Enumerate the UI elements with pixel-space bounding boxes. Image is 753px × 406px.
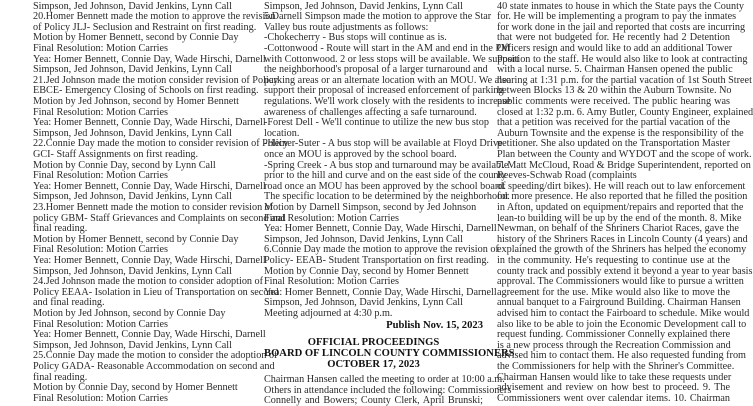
text-line: of speeding/dirt bikes). He will reach out to law enforcement [497,180,746,192]
text-line: 6.Connie Day made the motion to approve the revision of [264,244,499,256]
text-line: Final Resolution: Motion Carries [33,244,168,256]
text-line: Motion by Jed Johnson, second by Homer Bennett [33,95,239,107]
text-line: Yea: Homer Bennett, Connie Day, Wade Hirschi, Darnell [33,180,266,192]
text-line: Yea: Homer Bennett, Connie Day, Wade Hirschi, Darnell [33,53,266,65]
text-line: GCI- Staff Assignments on first reading. [33,148,199,160]
text-line: policy GBM- Staff Grievances and Complaints on second and [33,212,286,224]
text-line: in Afton, updated on equipment/repairs and reported that the [497,201,744,213]
text-line: 7. Matt McCloud, Road & Bridge Superintendent, reported on [497,159,751,171]
text-line: The specific location to be determined by the neighborhood. [264,191,510,203]
text-line: petitioner. She also updated on the Transportation Master [497,138,731,150]
text-line: county track and possibly extend it beyond a year to year basis [497,265,753,277]
text-line: Final Resolution: Motion Carries [33,170,168,182]
text-line: Yea: Homer Bennett, Connie Day, Wade Hirschi, Darnell [264,223,497,235]
text-line: 40 state inmates to house in which the State pays the County [497,0,745,12]
text-line: Motion by Homer Bennett, second by Connie Day [33,32,239,44]
text-line: between Blocks 13 & 20 within the Auburn Townsite. No [497,85,732,97]
text-line: Position to the staff. He would also like to look at contracting [497,53,748,65]
text-line: -Heiner-Suter - A bus stop will be available at Floyd Drive [264,138,503,150]
text-line: explained the growth of the Shriners has helped the economy [497,244,747,256]
text-line: Final Resolution: Motion Carries [264,276,399,288]
text-line: Simpson, Jed Johnson, David Jenkins, Lynn Call [33,127,232,139]
text-line: request funding. Commissioner Connelly explained there [497,329,731,341]
text-line: lean-to building will be up by the end of the month. 8. Mike [497,212,742,224]
text-line: Final Resolution: Motion Carries [33,42,168,54]
text-line: Simpson, Jed Johnson, David Jenkins, Lynn Call [33,64,232,76]
text-line: advisement and review on how best to proceed. 9. The [497,382,730,394]
text-line: -Chokecherry - Bus stops will continue as is. [264,32,447,44]
text-line: public comments were received. The public hearing was [497,95,730,107]
text-line: Motion by Connie Day, second by Homer Bennett [264,265,469,277]
text-line: -Spring Creek - A bus stop and turnaround may be available [264,159,509,171]
text-line: Motion by Homer Bennett, second by Connie Day [33,233,239,245]
text-line: Yea: Homer Bennett, Connie Day, Wade Hirschi, Darnell [33,117,266,129]
column-bus-routes-and-commissioners [264,0,519,406]
text-line: Simpson, Jed Johnson, David Jenkins, Lynn Call [33,0,232,12]
text-line: 24.Jed Johnson made the motion to consider adoption of [33,276,264,288]
text-line: location. [264,127,300,139]
text-line: Plan between the County and WYDOT and the scope of work. [497,148,752,160]
text-line: Policy- EEAB- Student Transportation on first reading. [264,254,489,266]
text-line: Auburn Townsite and the expense is the responsibility of the [497,127,744,139]
heading-official-proceedings: OFFICIAL PROCEEDINGS [307,337,440,348]
text-line: in the community. He's requesting to continue use at the [497,254,730,266]
text-line: closed at 1:32 p.m. 6. Amy Butler, County Engineer, explained [497,106,753,118]
text-line: 25.Connie Day made the motion to consider the adoption of [33,350,278,362]
text-line: of Policy JLJ- Seclusion and Restraint on first reading. [33,21,257,33]
text-line: Simpson, Jed Johnson, David Jenkins, Lynn Call [264,0,463,12]
text-line: Others in attendance included the following: Commissioners [264,384,512,396]
text-line: that a petition was received for the partial vacation of the [497,117,730,129]
text-line: advised him to contact the Fairboard to schedule. Mike would [497,307,750,319]
text-line: the Commissioners for help with the Shriner's Committee. [497,360,735,372]
text-line: Yea: Homer Bennett, Connie Day, Wade Hirschi, Darnell [33,254,266,266]
text-line: Simpson, Jed Johnson, David Jenkins, Lynn Call [264,233,463,245]
text-line: also like to be able to join the Economic Development call to [497,318,747,330]
text-line: for work done in the jail and reported that costs are incurring [497,21,746,33]
text-line: with Cottonwood. 2 or less stops will be available. We support [264,53,519,65]
text-line: history of the Shriners Races in Lincoln County (4 years) and [497,233,748,245]
text-line: Simpson, Jed Johnson, David Jenkins, Lynn Call [33,191,232,203]
text-line: agreement for the use. Mike would also like to move the [497,286,730,298]
text-line: parking areas or an alternate location with an MOU. We also [264,74,512,86]
text-line: Connelly and Bowers; County Clerk, April Brunski; [264,395,483,406]
text-line: Motion by Connie Day, second by Homer Bennett [33,382,238,394]
text-line: Final Resolution: Motion Carries [33,318,168,330]
text-line: hearing at 1:31 p.m. for the partial vacation of 1st South Street [497,74,752,86]
text-line: prior to the hill and curve and on the east side of the county [264,170,507,182]
text-line: -Forest Dell - We'll continue to utilize the new bus stop [264,117,489,129]
text-line: for more presence. He also reported that he filled the position [497,191,748,203]
text-line: Newman, on behalf of the Shriners Chariot Races, gave the [497,223,739,235]
text-line: Final Resolution: Motion Carries [33,106,168,118]
text-line: 21.Jed Johnson made the motion consider revision of Policy [33,74,279,86]
text-line: Final Resolution: Motion Carries [264,212,399,224]
text-line: Simpson, Jed Johnson, David Jenkins, Lynn Call [264,297,463,309]
text-line: 22.Connie Day made the motion to consider revision of Policy [33,138,289,150]
text-line: Motion by Connie Day, second by Lynn Call [33,159,216,171]
column-commissioners-minutes [497,0,753,404]
text-line: 5.Darnell Simpson made the motion to approve the Star [264,11,492,23]
text-line: approval. The Commissioners would like to pursue a written [497,276,744,288]
text-line: Meeting adjourned at 4:30 p.m. [264,307,393,319]
text-line: Simpson, Jed Johnson, David Jenkins, Lynn Call [33,339,232,351]
text-line: annual banquet to a Fairground Building. Chairman Hansen [497,297,741,309]
text-line: Valley bus route adjustments as follows: [264,21,429,33]
text-line: final reading. [33,371,88,383]
text-line: Motion by Darnell Simpson, second by Jed Johnson [264,201,477,213]
heading-meeting-date: OCTOBER 17, 2023 [327,359,420,370]
text-line: Yea: Homer Bennett, Connie Day, Wade Hirschi, Darnell [264,286,497,298]
text-line: and final reading. [33,297,105,309]
text-line: Policy EEAA- Isolation in Lieu of Transportation on second [33,286,279,298]
text-line: is a new process through the Recreation Commission and [497,339,731,351]
text-line: with a local nurse. 5. Chairman Hansen opened the public [497,64,733,76]
publish-date: Publish Nov. 15, 2023 [386,320,483,331]
text-line: 23.Homer Bennett made the motion to consider revision of [33,201,274,213]
text-line: once an MOU is approved by the school board. [264,148,457,160]
text-line: awareness of challenges affecting a safe turnaround. [264,106,477,118]
text-line: Yea: Homer Bennett, Connie Day, Wade Hirschi, Darnell [33,329,266,341]
text-line: road once an MOU has been approved by the school board. [264,180,506,192]
heading-board-name: BOARD OF LINCOLN COUNTY COMMISSIONERS [264,348,515,359]
text-line: Policy GADA- Reasonable Accommodation on second and [33,360,275,372]
text-line: Officers resign and would like to add an additional Tower [497,42,733,54]
text-line: Motion by Jed Johnson, second by Connie Day [33,307,226,319]
text-line: Simpson, Jed Johnson, David Jenkins, Lynn Call [33,265,232,277]
text-line: the neighborhood's proposal of a larger turnaround and [264,64,488,76]
text-line: Reeves-Schwab Road (complaints [497,170,637,182]
text-line: Chairman Hansen would like to take these requests under [497,371,732,383]
text-line: Commissioners went over calendar items. 10. Chairman [497,392,730,404]
text-line: 20.Homer Bennett made the motion to approve the revision [33,11,276,23]
text-line: Chairman Hansen called the meeting to order at 10:00 a.m. [264,374,505,385]
text-line: final reading. [33,223,88,235]
text-line: Final Resolution: Motion Carries [33,392,168,404]
text-line: support their proposal of increased enforcement of parking [264,85,504,97]
text-line: that were not budgeted for. He recently had 2 Detention [497,32,730,44]
text-line: for. He will be implementing a program to pay the inmates [497,11,737,23]
text-line: EBCE- Emergency Closing of Schools on first reading. [33,85,259,97]
text-line: regulations. We'll work closely with the residents to increase [264,95,511,107]
text-line: -Cottonwood - Route will start in the AM and end in the PM [264,42,511,54]
text-line: advised him to contact them. He also requested funding from [497,350,746,362]
